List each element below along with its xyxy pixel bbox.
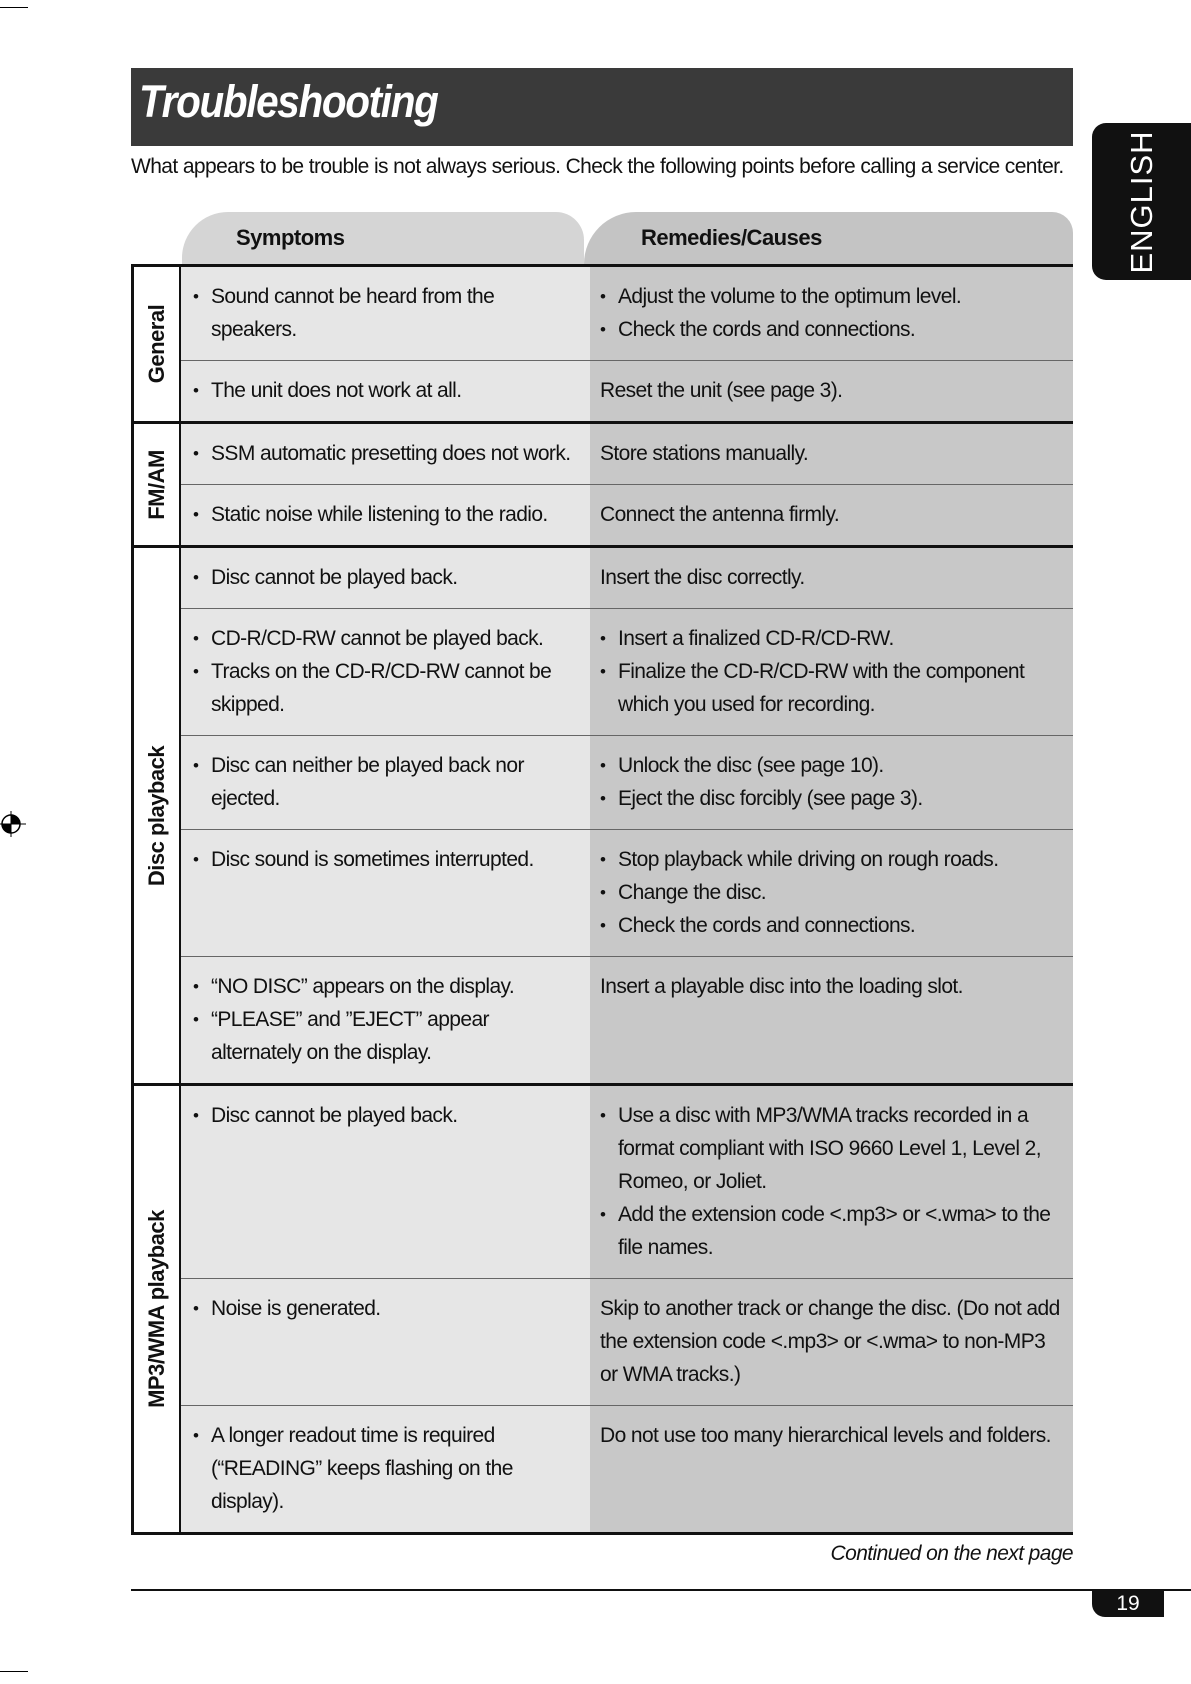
language-tab xyxy=(1092,123,1191,280)
table-row xyxy=(181,548,1073,608)
symptom-item: • Noise is generated. xyxy=(193,1292,580,1325)
remedy-text: Skip to another track or change the disc. (Do not add the extension code <.mp3> or <.wma> to non-MP3 or WMA tracks.) xyxy=(600,1297,1060,1386)
symptom-item: • The unit does not work at all. xyxy=(193,374,580,407)
page-title: Troubleshooting xyxy=(139,76,438,127)
table-row xyxy=(181,267,1073,360)
symptom-cell xyxy=(181,1279,590,1405)
remedy-item: • Finalize the CD-R/CD-RW with the component which you used for recording. xyxy=(600,655,1065,721)
remedy-item: • Eject the disc forcibly (see page 3). xyxy=(600,782,1065,815)
remedy-text: Do not use too many hierarchical levels and folders. xyxy=(600,1424,1051,1447)
remedy-text: Connect the antenna firmly. xyxy=(600,503,840,526)
symptom-item: • SSM automatic presetting does not work. xyxy=(193,437,580,470)
remedy-item: • Check the cords and connections. xyxy=(600,909,1065,942)
symptom-item: • A longer readout time is required (“READING” keeps flashing on the display). xyxy=(193,1419,580,1518)
group-label-text: FM/AM xyxy=(143,449,169,520)
symptom-cell xyxy=(181,424,590,484)
symptom-cell xyxy=(181,1086,590,1278)
symptom-item: • Sound cannot be heard from the speakers. xyxy=(193,280,580,346)
remedy-text: Reset the unit (see page 3). xyxy=(600,379,843,402)
symptom-item: • “NO DISC” appears on the display. xyxy=(193,970,580,1003)
remedy-cell xyxy=(590,1406,1073,1532)
symptom-item: • “PLEASE” and ”EJECT” appear alternately on the display. xyxy=(193,1003,580,1069)
table-row xyxy=(181,1405,1073,1532)
remedy-cell xyxy=(590,1279,1073,1405)
remedy-cell xyxy=(590,485,1073,545)
remedy-cell xyxy=(590,548,1073,608)
table-row xyxy=(181,829,1073,956)
symptom-cell xyxy=(181,485,590,545)
remedy-cell xyxy=(590,609,1073,735)
remedy-cell xyxy=(590,424,1073,484)
language-tab-label: ENGLISH xyxy=(1123,129,1159,274)
symptom-item: • Tracks on the CD-R/CD-RW cannot be skipped. xyxy=(193,655,580,721)
troubleshooting-table xyxy=(131,264,1073,1535)
intro-text: What appears to be trouble is not always serious. Check the following points before calling a service center. xyxy=(131,155,1064,178)
symptom-cell xyxy=(181,830,590,956)
symptom-item: • Static noise while listening to the radio. xyxy=(193,498,580,531)
table-row xyxy=(181,360,1073,421)
table-row xyxy=(181,1086,1073,1278)
remedy-item: • Change the disc. xyxy=(600,876,1065,909)
group-label xyxy=(134,548,181,1083)
table-row xyxy=(181,1278,1073,1405)
table-row xyxy=(181,424,1073,484)
group-label-text: MP3/WMA playback xyxy=(143,1210,169,1408)
table-row xyxy=(181,608,1073,735)
remedy-item: • Adjust the volume to the optimum level. xyxy=(600,280,1065,313)
group-label xyxy=(134,1086,181,1532)
group-general xyxy=(131,264,1073,421)
group-label-text: Disc playback xyxy=(143,745,169,886)
symptom-item: • CD-R/CD-RW cannot be played back. xyxy=(193,622,580,655)
group-fm-am xyxy=(131,421,1073,545)
remedy-item: • Add the extension code <.mp3> or <.wma> to the file names. xyxy=(600,1198,1065,1264)
group-label-text: General xyxy=(143,304,169,384)
group-label xyxy=(134,267,181,421)
table-row xyxy=(181,956,1073,1083)
remedy-cell xyxy=(590,361,1073,421)
crop-mark-bottom xyxy=(0,1671,28,1672)
remedy-text: Insert a playable disc into the loading slot. xyxy=(600,975,963,998)
remedy-text: Store stations manually. xyxy=(600,442,809,465)
continued-note: Continued on the next page xyxy=(830,1542,1073,1565)
group-disc-playback xyxy=(131,545,1073,1083)
symptom-item: • Disc cannot be played back. xyxy=(193,1099,580,1132)
remedy-item: • Check the cords and connections. xyxy=(600,313,1065,346)
table-row xyxy=(181,735,1073,829)
remedy-text: Insert the disc correctly. xyxy=(600,566,805,589)
page-number: 19 xyxy=(1092,1591,1164,1617)
symptom-cell xyxy=(181,548,590,608)
remedy-cell xyxy=(590,830,1073,956)
remedy-item: • Stop playback while driving on rough roads. xyxy=(600,843,1065,876)
remedy-item: • Use a disc with MP3/WMA tracks recorded in a format compliant with ISO 9660 Level 1, Level 2, Romeo, or Joliet. xyxy=(600,1099,1065,1198)
remedy-cell xyxy=(590,736,1073,829)
remedy-cell xyxy=(590,1086,1073,1278)
symptom-item: • Disc can neither be played back nor ejected. xyxy=(193,749,580,815)
group-mp3-wma-playback xyxy=(131,1083,1073,1535)
symptom-cell xyxy=(181,736,590,829)
remedy-cell xyxy=(590,267,1073,360)
symptom-cell xyxy=(181,267,590,360)
remedy-item: • Unlock the disc (see page 10). xyxy=(600,749,1065,782)
symptom-item: • Disc cannot be played back. xyxy=(193,561,580,594)
symptom-cell xyxy=(181,609,590,735)
table-row xyxy=(181,484,1073,545)
bottom-rule xyxy=(131,1589,1191,1591)
remedies-header: Remedies/Causes xyxy=(584,212,1073,264)
crop-mark-top xyxy=(0,7,28,8)
symptom-cell xyxy=(181,1406,590,1532)
registration-mark-icon xyxy=(0,811,26,837)
remedy-cell xyxy=(590,957,1073,1083)
symptoms-header: Symptoms xyxy=(182,212,584,264)
symptom-item: • Disc sound is sometimes interrupted. xyxy=(193,843,580,876)
symptom-cell xyxy=(181,957,590,1083)
remedy-item: • Insert a finalized CD-R/CD-RW. xyxy=(600,622,1065,655)
title-bar xyxy=(131,68,1073,146)
group-label xyxy=(134,424,181,545)
symptom-cell xyxy=(181,361,590,421)
